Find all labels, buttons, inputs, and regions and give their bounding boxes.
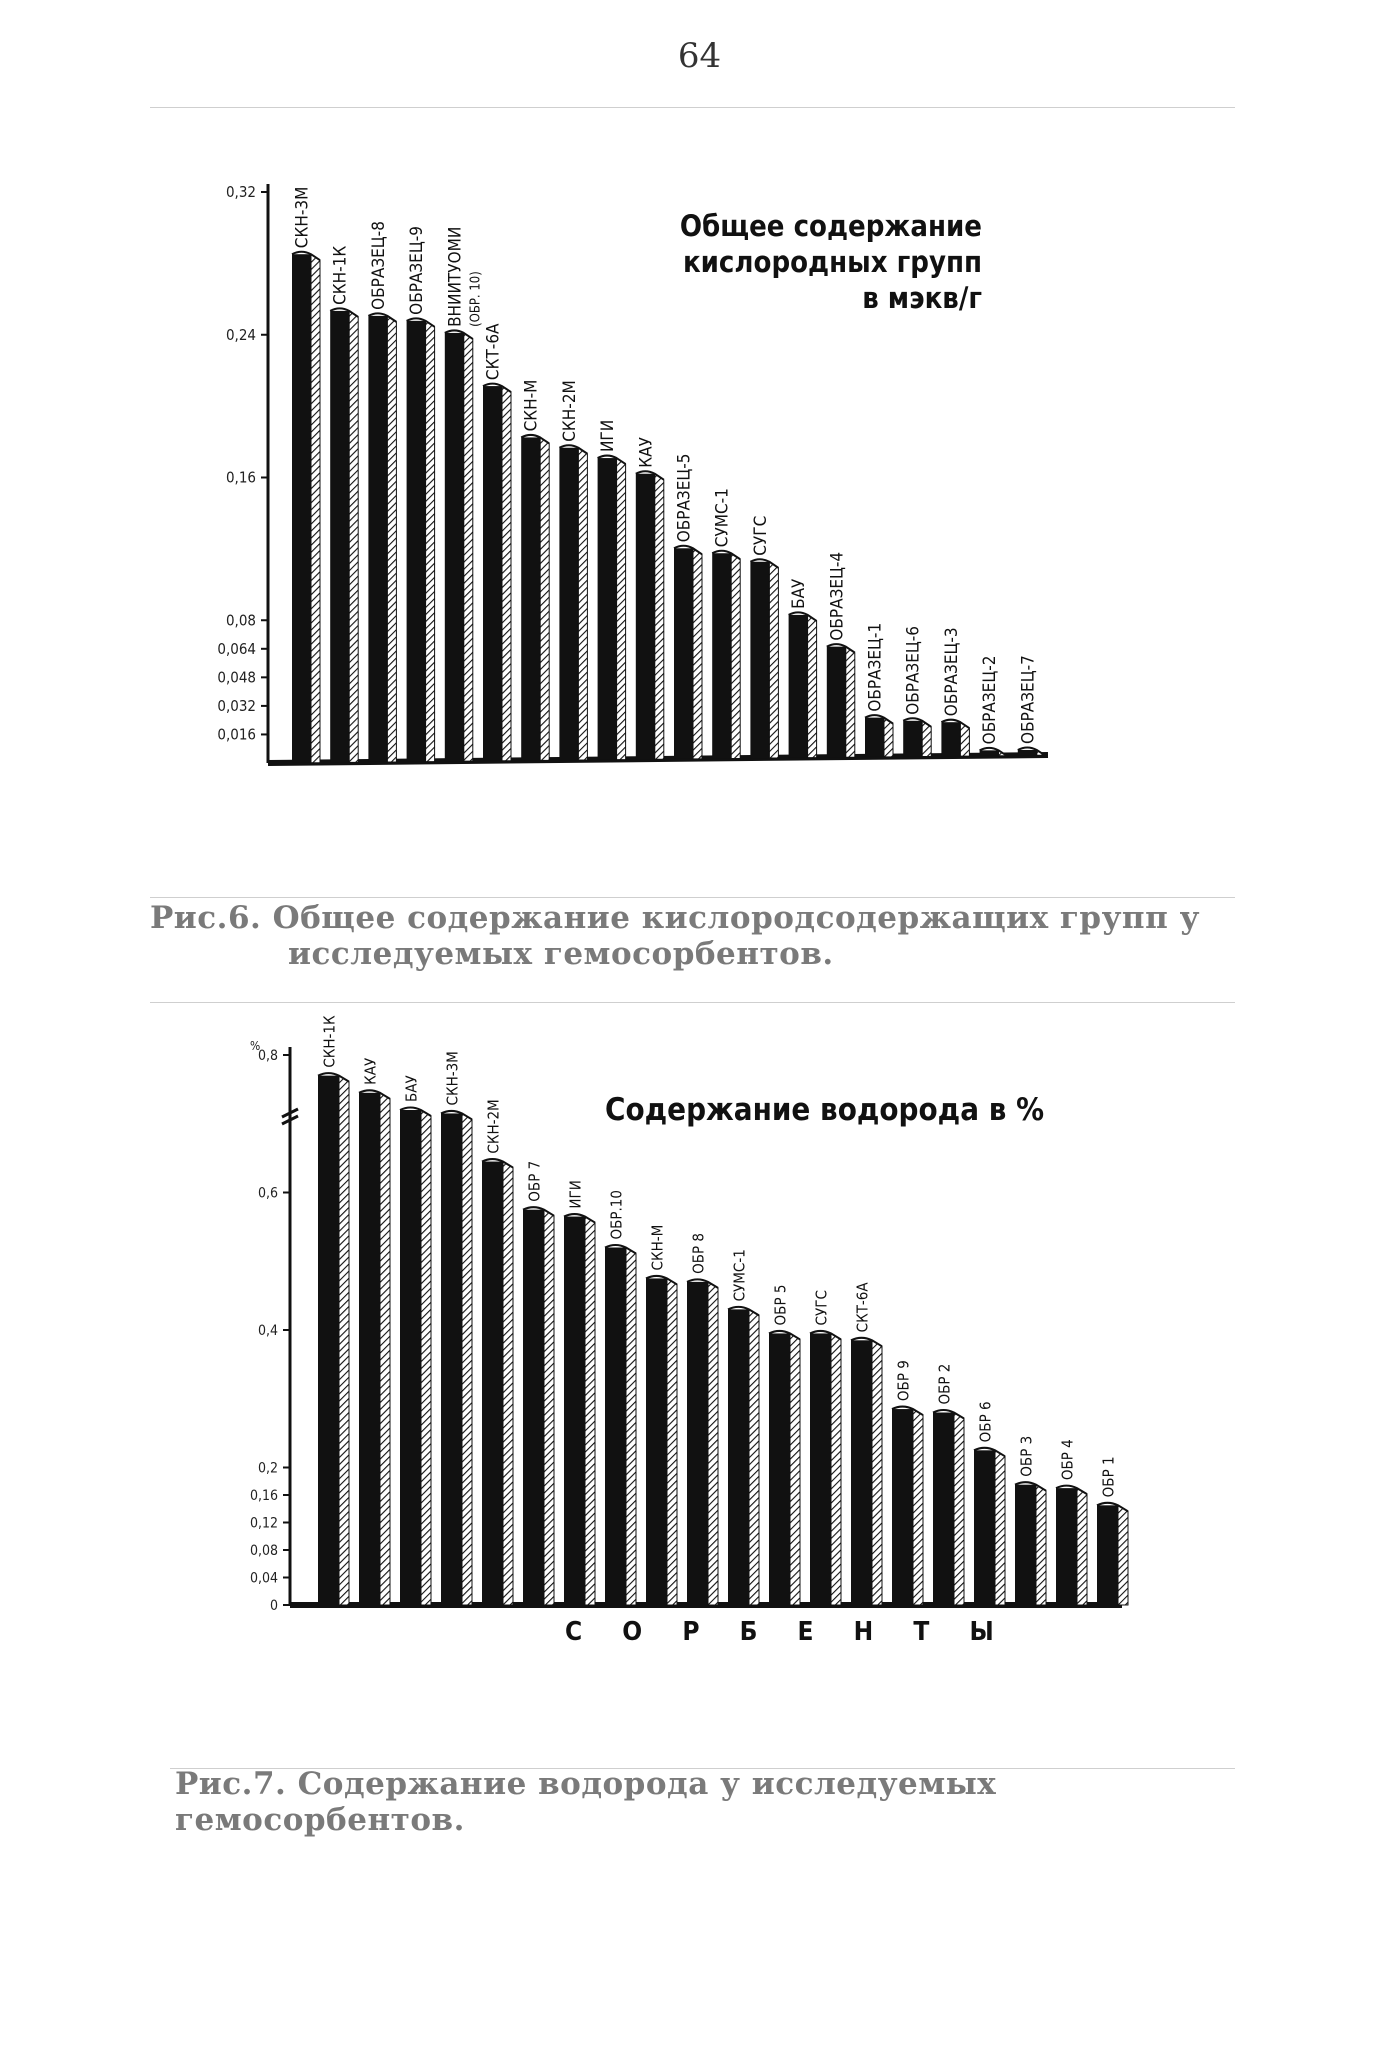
category-label [772,1285,790,1326]
bar-side-hatch [626,1248,636,1606]
category-label-text: ОБР 9 [894,1360,913,1402]
y-tick-label: 0,032 [217,696,256,715]
category-label [690,1233,708,1274]
category-label-text: СКН-2М [484,1099,503,1154]
category-label-text: СУГС [812,1290,831,1326]
figure7-caption [175,1766,1255,1838]
category-label [567,1180,585,1208]
category-label-text: СКН-2М [559,380,580,442]
category-label-text: СУГС [750,515,771,556]
bar-6 [523,1207,554,1605]
category-label-text: ВНИИТУОМИ [445,226,466,327]
bar-side-hatch [585,1217,595,1605]
bar-face [605,1248,626,1606]
category-label-text: ОБРАЗЕЦ-8 [368,221,389,310]
bar-face [441,1113,462,1605]
y-tick-label: 0,048 [217,668,256,687]
category-label-text: БАУ [789,578,810,609]
bar-side-hatch [1118,1505,1128,1605]
y-tick-label: 0 [269,1598,278,1614]
category-label [977,1401,995,1442]
percent-mark: % [250,1039,261,1053]
bar-face [1056,1488,1077,1605]
category-label-text: ОБР 3 [1017,1435,1036,1477]
bar-face [851,1340,872,1605]
bar-side-hatch [503,1162,513,1605]
chart-title-line: Общее содержание [679,209,982,243]
bar-side-hatch [667,1278,677,1605]
bar-face [728,1309,749,1605]
bar-side-hatch [995,1450,1005,1605]
bar-13 [810,1331,841,1605]
category-label [362,1058,380,1085]
bar-10 [687,1279,718,1605]
bar-face [523,1210,544,1605]
bar-face [318,1076,339,1605]
category-label-text: СКН-3М [443,1051,462,1106]
y-tick-label: 0,12 [249,1515,278,1532]
bar-face [892,1409,913,1605]
category-label [936,1364,954,1405]
bar-side-hatch [872,1340,882,1605]
category-label-text: СУМС-1 [730,1249,749,1302]
category-label-text: ОБР 6 [976,1401,995,1443]
bar-11 [728,1307,759,1605]
bar-face [974,1450,995,1605]
bar-4 [441,1111,472,1605]
bar-16 [933,1410,964,1605]
category-label-text: ОБРАЗЕЦ-5 [674,453,695,543]
category-label-text: СКН-3М [292,186,313,249]
y-tick-label: 0,16 [225,468,256,487]
category-label-text: ОБР.10 [607,1190,626,1240]
y-tick-label: 0,04 [249,1570,278,1587]
category-label [444,1051,462,1105]
bar-side-hatch [544,1210,554,1605]
bar-side-hatch [380,1093,390,1605]
bar-side-hatch [1036,1485,1046,1605]
category-label-text: БАУ [402,1075,421,1102]
category-label [403,1075,421,1102]
bar-side-hatch [708,1282,718,1605]
category-label-text: ОБР 1 [1099,1456,1118,1498]
category-label-text: ОБР 2 [935,1363,954,1405]
bar-side-hatch [1077,1488,1087,1605]
y-tick-label: 0,08 [249,1543,278,1559]
bar-8 [605,1245,636,1605]
category-label-text: КАУ [636,437,657,468]
bar-14 [851,1338,882,1605]
category-label-text: СКН-1К [320,1015,339,1068]
category-label-text: ИГИ [566,1180,585,1209]
bar-19 [1056,1486,1087,1605]
bar-face [1097,1505,1118,1605]
category-label-text: КАУ [361,1057,380,1085]
bar-side-hatch [462,1113,472,1605]
category-label [321,1015,339,1068]
bar-3 [400,1108,431,1606]
category-label-text: СКН-М [648,1224,667,1271]
y-tick-label: 0,2 [257,1460,278,1477]
bar-face [646,1278,667,1605]
figure6-caption-line1: Рис.6. Общее содержание кислородсодержащих групп у [150,900,1200,936]
category-label [1059,1439,1077,1480]
bar-side-hatch [831,1333,841,1605]
category-label [649,1225,667,1271]
category-label-text: СКН-1К [330,245,351,305]
bar-face [359,1093,380,1605]
bar-9 [646,1276,677,1605]
category-label-text: (ОБР. 10) [468,271,484,327]
category-label [608,1190,626,1239]
y-tick-label: 0,32 [225,183,256,201]
bar-side-hatch [954,1413,964,1606]
y-tick-label: 0,016 [217,725,256,744]
category-label-text: СКН-М [521,379,542,432]
category-label-text: ОБРАЗЕЦ-2 [980,655,1001,745]
category-label-text: ОБР 8 [689,1232,708,1274]
chart-title: Содержание водорода в % [605,1092,1045,1128]
category-label [485,1099,503,1153]
bar-17 [974,1448,1005,1605]
bar-face [933,1413,954,1606]
bar-face [482,1162,503,1605]
category-label-text: ОБРАЗЕЦ-3 [941,627,962,717]
category-label-text: ОБР 4 [1058,1439,1077,1481]
bar-side-hatch [421,1110,431,1605]
category-label [1018,1436,1036,1477]
y-tick-label: 0,24 [225,325,256,344]
bar-18 [1015,1482,1046,1605]
y-tick-label: 0,08 [225,611,256,630]
bar-face [769,1333,790,1605]
category-label-text: ИГИ [598,419,619,453]
figure6-caption [150,900,1240,972]
category-label [1100,1456,1118,1497]
category-label-text: СКТ-6А [853,1282,872,1333]
bar-5 [482,1159,513,1605]
bar-side-hatch [913,1409,923,1605]
y-tick-label: 0,064 [217,639,256,658]
bar-20 [1097,1503,1128,1605]
x-axis-label: С О Р Б Е Н Т Ы [565,1617,1010,1647]
chart-title-line: в мэкв/г [862,281,982,315]
category-label-text: ОБР 7 [525,1160,544,1202]
bar-side-hatch [749,1309,759,1605]
category-label-text: ОБР 5 [771,1284,790,1326]
bar-2 [359,1090,390,1605]
bar-1 [318,1073,349,1605]
bar-12 [769,1331,800,1605]
category-label-text: СУМС-1 [712,488,733,548]
category-label-text: ОБРАЗЕЦ-1 [865,622,886,712]
category-label-text: ОБРАЗЕЦ-9 [407,226,428,315]
y-tick-label: 0,6 [257,1185,278,1202]
category-label [854,1282,872,1333]
bar-15 [892,1407,923,1605]
page-number: 64 [677,36,722,76]
bar-face [687,1282,708,1605]
category-label-text: ОБРАЗЕЦ-4 [827,551,848,641]
bar-face [810,1333,831,1605]
bar-face [400,1110,421,1605]
chart-title-line: кислородных групп [682,245,982,279]
category-label-text: СКТ-6А [483,323,504,381]
bar-7 [564,1214,595,1605]
bar-side-hatch [339,1076,349,1605]
category-label-text: ОБРАЗЕЦ-7 [1018,655,1039,744]
category-label [731,1249,749,1301]
bar-face [1015,1485,1036,1605]
figure7-caption-line: Рис.7. Содержание водорода у исследуемых гемосорбентов. [175,1766,997,1838]
category-label [526,1161,544,1202]
category-label [813,1290,831,1325]
y-tick-label: 0,8 [257,1048,278,1064]
y-tick-label: 0,4 [257,1323,278,1339]
y-tick-label: 0,16 [249,1488,278,1504]
bar-side-hatch [790,1333,800,1605]
figure6-caption-line2: исследуемых гемосорбентов. [288,936,834,972]
category-label [895,1360,913,1401]
category-label-text: ОБРАЗЕЦ-6 [903,625,924,715]
bar-face [564,1217,585,1605]
